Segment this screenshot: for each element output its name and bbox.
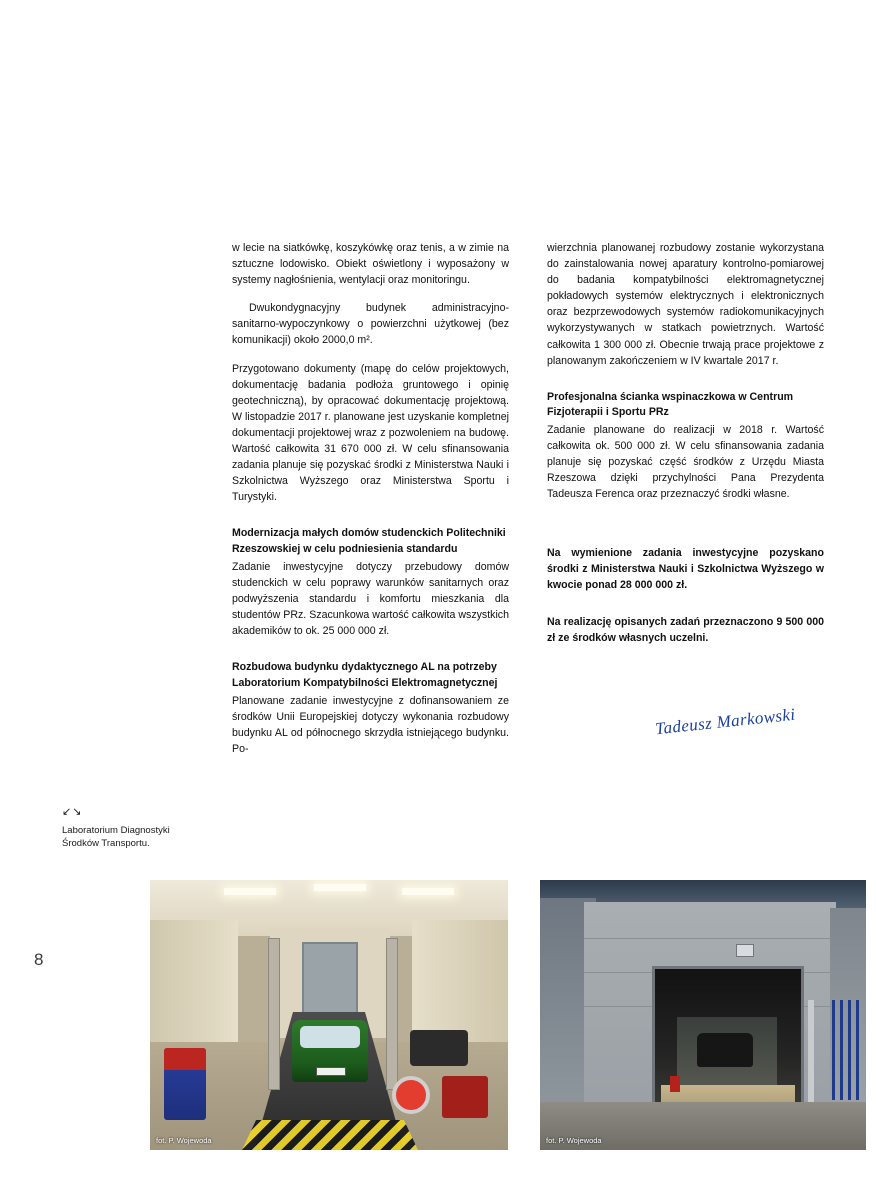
- page-number: 8: [34, 950, 44, 969]
- photo-credit-laboratory: fot. P. Wojewoda: [156, 1136, 212, 1145]
- paragraph-left-4: Zadanie inwestycyjne dotyczy przebudowy domów studenckich w celu poprawy warunków sanitarnych oraz podwyższenia standardu i komfortu mieszkania dla studentów PRz. Szacunkowa wartość całkowita wszystkich akademików to ok. 25 000 000 zł.: [232, 560, 509, 638]
- text-column-right: [547, 240, 824, 658]
- photo-building-exterior: [540, 880, 866, 1150]
- paragraph-right-1: wierzchnia planowanej rozbudowy zostanie wykorzystana do zainstalowania nowej aparatury kontrolno-pomiarowej do badania kompatybilności elektromagnetycznej pokładowych systemów elektrycznych i elektronicznych oraz bezprzewodowych systemów radiokomunikacyjnych wykorzystywanych w statkach powietrznych. Wartość całkowita 1 300 000 zł. Obecnie trwają prace projektowe z planowanym zakończeniem w IV kwartale 2017 r.: [547, 242, 824, 367]
- lab-lift-post: [386, 938, 398, 1090]
- lab-vehicle: [292, 1020, 368, 1082]
- photo-credit-building: fot. P. Wojewoda: [546, 1136, 602, 1145]
- paragraph-right-2: Zadanie planowane do realizacji w 2018 r. Wartość całkowita ok. 500 000 zł. W celu sfinansowania zadania planuje się pozyskać część środków z Urzędu Miasta Rzeszowa dzięki przychylności Pana Prezydenta Tadeusza Ferenca oraz przeznaczyć środki własne.: [547, 424, 824, 501]
- paragraph-right-bold-1: Na wymienione zadania inwestycyjne pozyskano środki z Ministerstwa Nauki i Szkolnictwa Wyższego w kwocie ponad 28 000 000 zł.: [547, 546, 824, 591]
- fire-equipment-box: [670, 1076, 680, 1092]
- lab-vehicle-plate: [316, 1067, 346, 1076]
- text-column-left: [232, 240, 509, 757]
- caption-arrows-icon: ↙↘: [62, 806, 83, 818]
- building-fence: [832, 1000, 860, 1100]
- lab-ceiling-light: [402, 888, 454, 895]
- lab-ceiling-light: [224, 888, 276, 895]
- building-sign: [736, 944, 754, 957]
- lab-equipment-red: [442, 1076, 488, 1118]
- signature: Tadeusz Markowski: [654, 704, 797, 739]
- lab-ceiling-light: [314, 884, 366, 891]
- lab-vehicle-windshield: [300, 1026, 360, 1048]
- building-pole: [808, 1000, 814, 1108]
- lab-tool-cabinet-top: [164, 1048, 206, 1070]
- lab-brake-tester: [392, 1076, 430, 1114]
- caption-line-1: Laboratorium Diagnostyki: [62, 824, 170, 836]
- facade-panel-line: [584, 938, 836, 939]
- caption-line-2: Środków Transportu.: [62, 837, 150, 849]
- heading-small-dormitories: Modernizacja małych domów studenckich Politechniki Rzeszowskiej w celu podniesienia standardu: [232, 527, 506, 556]
- photo-laboratory-interior: [150, 880, 508, 1150]
- figure-caption: [62, 805, 212, 850]
- lab-equipment-dark: [410, 1030, 468, 1066]
- heading-al-building-extension: Rozbudowa budynku dydaktycznego AL na potrzeby Laboratorium Kompatybilności Elektromagnetycznej: [232, 661, 498, 689]
- heading-climbing-wall: Profesjonalna ścianka wspinaczkowa w Centrum Fizjoterapii i Sportu PRz: [547, 390, 794, 419]
- paragraph-right-bold-2: Na realizację opisanych zadań przeznaczono 9 500 000 zł ze środków własnych uczelni.: [547, 615, 824, 644]
- paragraph-left-3: Przygotowano dokumenty (mapę do celów projektowych, dokumentację badania podłoża gruntowego i opinię geotechniczną), by opracować dokumentację projektową. W listopadzie 2017 r. planowane jest uzyskanie kompletnej dokumentacji projektowej wraz z pozwoleniem na budowę. Wartość całkowita 31 670 000 zł. W celu sfinansowania zadania planuje się pozyskać środki z Ministerstwa Nauki i Szkolnictwa Wyższego oraz Ministerstwa Sportu i Turystyki.: [232, 362, 509, 504]
- paragraph-left-2: Dwukondygnacyjny budynek administracyjno-sanitarno-wypoczynkowy o powierzchni użytkowej (bez komunikacji) około 2000,0 m².: [232, 302, 509, 347]
- paragraph-left-5: Planowane zadanie inwestycyjne z dofinansowaniem ze środków Unii Europejskiej dotyczy wykonania rozbudowy budynku AL od północnego skrzydła istniejącego budynku. Po-: [232, 694, 509, 755]
- paragraph-left-1: w lecie na siatkówkę, koszykówkę oraz tenis, a w zimie na sztuczne lodowisko. Obiekt oświetlony i wyposażony w systemy nagłośnienia, wentylacji oraz monitoringu.: [232, 242, 509, 287]
- garage-vehicle: [697, 1033, 753, 1067]
- lab-hazard-stripe: [242, 1120, 418, 1150]
- lab-lift-post: [268, 938, 280, 1090]
